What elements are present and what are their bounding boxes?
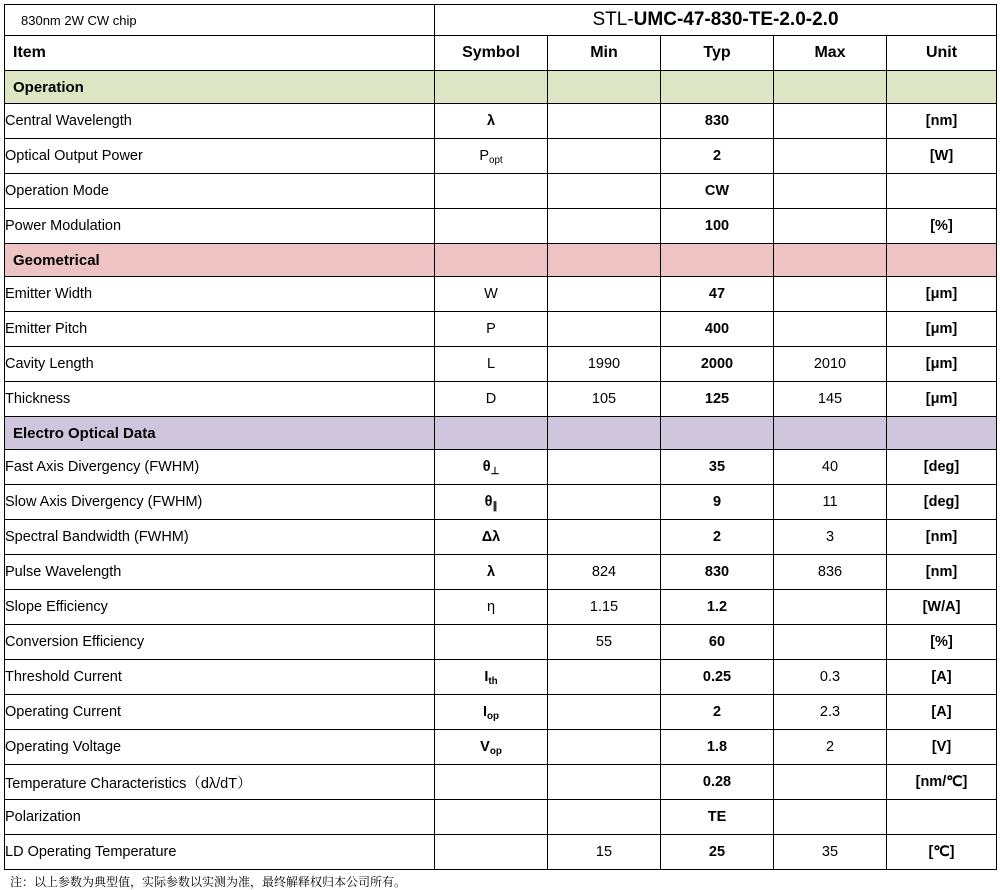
value-min <box>548 485 661 520</box>
table-row <box>5 450 997 485</box>
value-unit: [nm] <box>887 520 997 555</box>
parameter-name: Central Wavelength <box>5 104 435 139</box>
value-typ: 9 <box>661 485 774 520</box>
table-row <box>5 174 997 209</box>
parameter-name: Pulse Wavelength <box>5 555 435 590</box>
value-unit: [nm/℃] <box>887 765 997 800</box>
parameter-name: Temperature Characteristics（dλ/dT） <box>5 765 435 800</box>
value-min <box>548 520 661 555</box>
value-unit <box>887 800 997 835</box>
value-typ: 125 <box>661 382 774 417</box>
value-max <box>774 590 887 625</box>
value-max <box>774 277 887 312</box>
table-row <box>5 520 997 555</box>
table-row <box>5 835 997 870</box>
parameter-symbol: W <box>435 277 548 312</box>
parameter-name: Emitter Width <box>5 277 435 312</box>
parameter-symbol: λ <box>435 555 548 590</box>
chip-description: 830nm 2W CW chip <box>5 5 435 36</box>
parameter-name: LD Operating Temperature <box>5 835 435 870</box>
value-max: 0.3 <box>774 660 887 695</box>
table-row <box>5 730 997 765</box>
symbol-subscript: opt <box>488 155 503 166</box>
column-header-unit: Unit <box>887 36 997 71</box>
parameter-symbol <box>435 209 548 244</box>
value-unit: [deg] <box>887 485 997 520</box>
parameter-symbol: Δλ <box>435 520 548 555</box>
section-filler-cell <box>887 71 997 104</box>
value-max: 2 <box>774 730 887 765</box>
specification-table <box>4 4 997 870</box>
column-header-symbol: Symbol <box>435 36 548 71</box>
value-typ: 0.25 <box>661 660 774 695</box>
model-title <box>435 5 997 36</box>
parameter-name: Operating Voltage <box>5 730 435 765</box>
table-row <box>5 590 997 625</box>
section-title: Operation <box>5 71 435 104</box>
table-row <box>5 765 997 800</box>
value-max: 40 <box>774 450 887 485</box>
value-min <box>548 730 661 765</box>
table-body <box>5 5 997 870</box>
value-min <box>548 695 661 730</box>
value-typ: 0.28 <box>661 765 774 800</box>
value-min <box>548 104 661 139</box>
table-row <box>5 485 997 520</box>
value-max <box>774 139 887 174</box>
table-row <box>5 382 997 417</box>
title-row <box>5 5 997 36</box>
table-row <box>5 555 997 590</box>
section-header-row <box>5 417 997 450</box>
value-min: 15 <box>548 835 661 870</box>
symbol-subscript: th <box>488 676 498 687</box>
value-min <box>548 139 661 174</box>
value-unit <box>887 174 997 209</box>
parameter-symbol: $\theta_\parallel$ <box>435 485 548 520</box>
table-row <box>5 800 997 835</box>
value-unit: [deg] <box>887 450 997 485</box>
table-row <box>5 209 997 244</box>
value-unit: [μm] <box>887 312 997 347</box>
parameter-symbol: $I_{th}$ <box>435 660 548 695</box>
value-min: 824 <box>548 555 661 590</box>
value-unit: [W] <box>887 139 997 174</box>
value-min <box>548 312 661 347</box>
table-row <box>5 312 997 347</box>
value-max <box>774 625 887 660</box>
parameter-symbol: P <box>435 312 548 347</box>
table-row <box>5 347 997 382</box>
table-row <box>5 104 997 139</box>
table-row <box>5 625 997 660</box>
value-typ: 2000 <box>661 347 774 382</box>
parameter-name: Polarization <box>5 800 435 835</box>
value-max <box>774 312 887 347</box>
value-unit: [μm] <box>887 382 997 417</box>
value-max: 35 <box>774 835 887 870</box>
table-row <box>5 660 997 695</box>
value-unit: [nm] <box>887 104 997 139</box>
value-unit: [A] <box>887 695 997 730</box>
value-unit: [V] <box>887 730 997 765</box>
value-typ: 1.8 <box>661 730 774 765</box>
value-typ: 47 <box>661 277 774 312</box>
column-header-item: Item <box>5 36 435 71</box>
value-unit: [μm] <box>887 347 997 382</box>
section-header-row <box>5 244 997 277</box>
value-min: 55 <box>548 625 661 660</box>
footnote: 注：以上参数为典型值，实际参数以实测为准，最终解释权归本公司所有。 <box>10 875 407 889</box>
parameter-symbol <box>435 625 548 660</box>
value-max <box>774 174 887 209</box>
value-max: 3 <box>774 520 887 555</box>
model-prefix: STL- <box>592 9 634 30</box>
section-filler-cell <box>661 71 774 104</box>
value-typ: CW <box>661 174 774 209</box>
section-filler-cell <box>548 417 661 450</box>
value-typ: 830 <box>661 104 774 139</box>
section-title: Geometrical <box>5 244 435 277</box>
value-max: 2.3 <box>774 695 887 730</box>
value-min <box>548 174 661 209</box>
parameter-symbol: η <box>435 590 548 625</box>
value-typ: 1.2 <box>661 590 774 625</box>
model-number: UMC-47-830-TE-2.0-2.0 <box>633 9 839 30</box>
section-filler-cell <box>548 71 661 104</box>
column-header-max: Max <box>774 36 887 71</box>
table-row <box>5 139 997 174</box>
value-min <box>548 450 661 485</box>
table-header-row <box>5 36 997 71</box>
parameter-name: Conversion Efficiency <box>5 625 435 660</box>
table-row <box>5 277 997 312</box>
value-typ: 2 <box>661 695 774 730</box>
value-unit: [%] <box>887 209 997 244</box>
parameter-name: Thickness <box>5 382 435 417</box>
parameter-symbol <box>435 800 548 835</box>
symbol-subscript: ⊥ <box>490 466 500 477</box>
value-typ: 400 <box>661 312 774 347</box>
value-min <box>548 277 661 312</box>
parameter-name: Operating Current <box>5 695 435 730</box>
value-max <box>774 209 887 244</box>
section-filler-cell <box>887 244 997 277</box>
parameter-symbol: $V_{op}$ <box>435 730 548 765</box>
parameter-symbol <box>435 835 548 870</box>
value-max: 145 <box>774 382 887 417</box>
symbol-subscript: ∥ <box>492 501 498 512</box>
section-filler-cell <box>435 244 548 277</box>
section-filler-cell <box>548 244 661 277</box>
parameter-name: Spectral Bandwidth (FWHM) <box>5 520 435 555</box>
section-title: Electro Optical Data <box>5 417 435 450</box>
value-min <box>548 209 661 244</box>
value-min: 1.15 <box>548 590 661 625</box>
value-max <box>774 800 887 835</box>
value-typ: 100 <box>661 209 774 244</box>
section-filler-cell <box>661 244 774 277</box>
value-typ: 830 <box>661 555 774 590</box>
parameter-name: Slope Efficiency <box>5 590 435 625</box>
parameter-name: Optical Output Power <box>5 139 435 174</box>
column-header-typ: Typ <box>661 36 774 71</box>
value-unit: [℃] <box>887 835 997 870</box>
value-max <box>774 104 887 139</box>
parameter-name: Slow Axis Divergency (FWHM) <box>5 485 435 520</box>
section-filler-cell <box>774 417 887 450</box>
value-min: 1990 <box>548 347 661 382</box>
value-max: 2010 <box>774 347 887 382</box>
value-unit: [μm] <box>887 277 997 312</box>
value-min <box>548 800 661 835</box>
value-typ: 25 <box>661 835 774 870</box>
parameter-symbol: L <box>435 347 548 382</box>
parameter-name: Operation Mode <box>5 174 435 209</box>
value-max: 11 <box>774 485 887 520</box>
section-header-row <box>5 71 997 104</box>
parameter-symbol <box>435 765 548 800</box>
section-filler-cell <box>774 244 887 277</box>
value-typ: TE <box>661 800 774 835</box>
value-min <box>548 660 661 695</box>
parameter-symbol: D <box>435 382 548 417</box>
parameter-symbol: $\theta_\perp$ <box>435 450 548 485</box>
value-typ: 35 <box>661 450 774 485</box>
value-unit: [%] <box>887 625 997 660</box>
parameter-name: Emitter Pitch <box>5 312 435 347</box>
section-filler-cell <box>774 71 887 104</box>
value-typ: 2 <box>661 520 774 555</box>
section-filler-cell <box>661 417 774 450</box>
value-unit: [nm] <box>887 555 997 590</box>
parameter-name: Threshold Current <box>5 660 435 695</box>
parameter-name: Power Modulation <box>5 209 435 244</box>
parameter-name: Cavity Length <box>5 347 435 382</box>
table-row <box>5 695 997 730</box>
parameter-symbol: $P_{opt}$ <box>435 139 548 174</box>
section-filler-cell <box>887 417 997 450</box>
symbol-subscript: op <box>487 711 500 722</box>
symbol-subscript: op <box>489 746 502 757</box>
value-min: 105 <box>548 382 661 417</box>
parameter-symbol <box>435 174 548 209</box>
parameter-symbol: $I_{op}$ <box>435 695 548 730</box>
value-typ: 60 <box>661 625 774 660</box>
value-unit: [A] <box>887 660 997 695</box>
section-filler-cell <box>435 417 548 450</box>
parameter-name: Fast Axis Divergency (FWHM) <box>5 450 435 485</box>
column-header-min: Min <box>548 36 661 71</box>
section-filler-cell <box>435 71 548 104</box>
parameter-symbol: λ <box>435 104 548 139</box>
value-typ: 2 <box>661 139 774 174</box>
value-unit: [W/A] <box>887 590 997 625</box>
value-max: 836 <box>774 555 887 590</box>
value-max <box>774 765 887 800</box>
value-min <box>548 765 661 800</box>
